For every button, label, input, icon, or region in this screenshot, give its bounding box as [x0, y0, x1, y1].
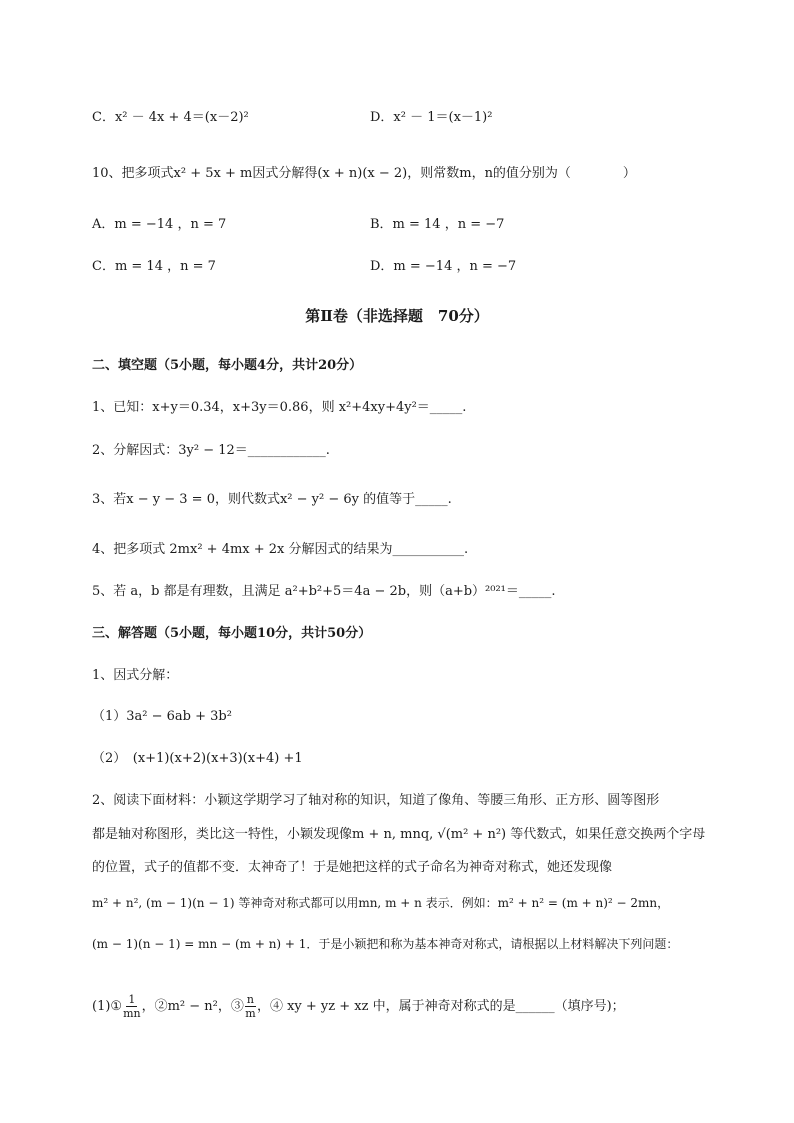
- sub1-suffix: ，④ xy + yz + xz 中，属于神奇对称式的是______（填序号)；: [256, 999, 625, 1014]
- fraction-n-over-m: [245, 993, 256, 1020]
- q10-option-d: D．m = −14 ，n = −7: [370, 259, 517, 274]
- fill-q4: 4、把多项式 2mx² + 4mx + 2x 分解因式的结果为___________.: [92, 542, 469, 557]
- q10-option-c: C．m = 14 ，n = 7: [92, 259, 216, 274]
- fill-q3: 3、若x − y − 3 = 0，则代数式x² − y² − 6y 的值等于_____.: [92, 492, 452, 507]
- solve-q2-line3: 的位置，式子的值都不变．太神奇了！于是她把这样的式子命名为神奇对称式，她还发现像: [92, 860, 613, 875]
- fraction-numerator: n: [246, 993, 254, 1006]
- solve-q1-part1: （1）3a² − 6ab + 3b²: [92, 709, 232, 724]
- part2-title: 第Ⅱ卷（非选择题 70分）: [305, 307, 489, 325]
- solve-q1-stem: 1、因式分解：: [92, 668, 179, 683]
- sub1-prefix: (1)①: [92, 999, 123, 1014]
- q9-option-d: D．x² － 1＝(x－1)²: [370, 110, 493, 125]
- fill-heading: 二、填空题（5小题，每小题4分，共计20分）: [92, 358, 363, 373]
- fill-q5: 5、若 a，b 都是有理数，且满足 a²+b²+5＝4a − 2b，则（a+b）²⁰²¹＝_____.: [92, 584, 556, 599]
- solve-q2-line5: (m − 1)(n − 1) = mn − (m + n) + 1．于是小颖把和称为基本神奇对称式，请根据以上材料解决下列问题：: [92, 937, 679, 951]
- solve-q1-part2: （2） (x+1)(x+2)(x+3)(x+4) +1: [92, 751, 303, 766]
- fill-q1: 1、已知：x+y＝0.34，x+3y＝0.86，则 x²+4xy+4y²＝_____.: [92, 400, 467, 415]
- solve-q2-line2: 都是轴对称图形，类比这一特性，小颖发现像m + n, mnq, √(m² + n²) 等代数式，如果任意交换两个字母: [92, 827, 706, 842]
- q10-stem: 10、把多项式x² + 5x + m因式分解得(x + n)(x − 2)，则常数m，n的值分别为（ ）: [92, 166, 636, 181]
- fill-q2: 2、分解因式：3y² − 12＝____________.: [92, 443, 330, 458]
- solve-q2-line1: 2、阅读下面材料：小颖这学期学习了轴对称的知识，知道了像角、等腰三角形、正方形、圆等图形: [92, 793, 660, 808]
- fraction-denominator: m: [245, 1007, 256, 1020]
- fraction-numerator: 1: [128, 993, 136, 1006]
- q9-option-c: C．x² － 4x + 4＝(x－2)²: [92, 110, 249, 125]
- fraction-denominator: mn: [123, 1007, 141, 1020]
- sub1-middle: ，②m² − n²，③: [141, 999, 244, 1014]
- q10-option-b: B．m = 14 ，n = −7: [370, 217, 505, 232]
- fraction-1-over-mn: [123, 993, 141, 1020]
- q10-option-a: A．m = −14 ，n = 7: [92, 217, 227, 232]
- solve-q2-sub1: [92, 990, 625, 1024]
- solve-q2-line4: m² + n², (m − 1)(n − 1) 等神奇对称式都可以用mn, m + n 表示．例如：m² + n² = (m + n)² − 2mn，: [92, 896, 670, 910]
- solve-heading: 三、解答题（5小题，每小题10分，共计50分）: [92, 626, 372, 641]
